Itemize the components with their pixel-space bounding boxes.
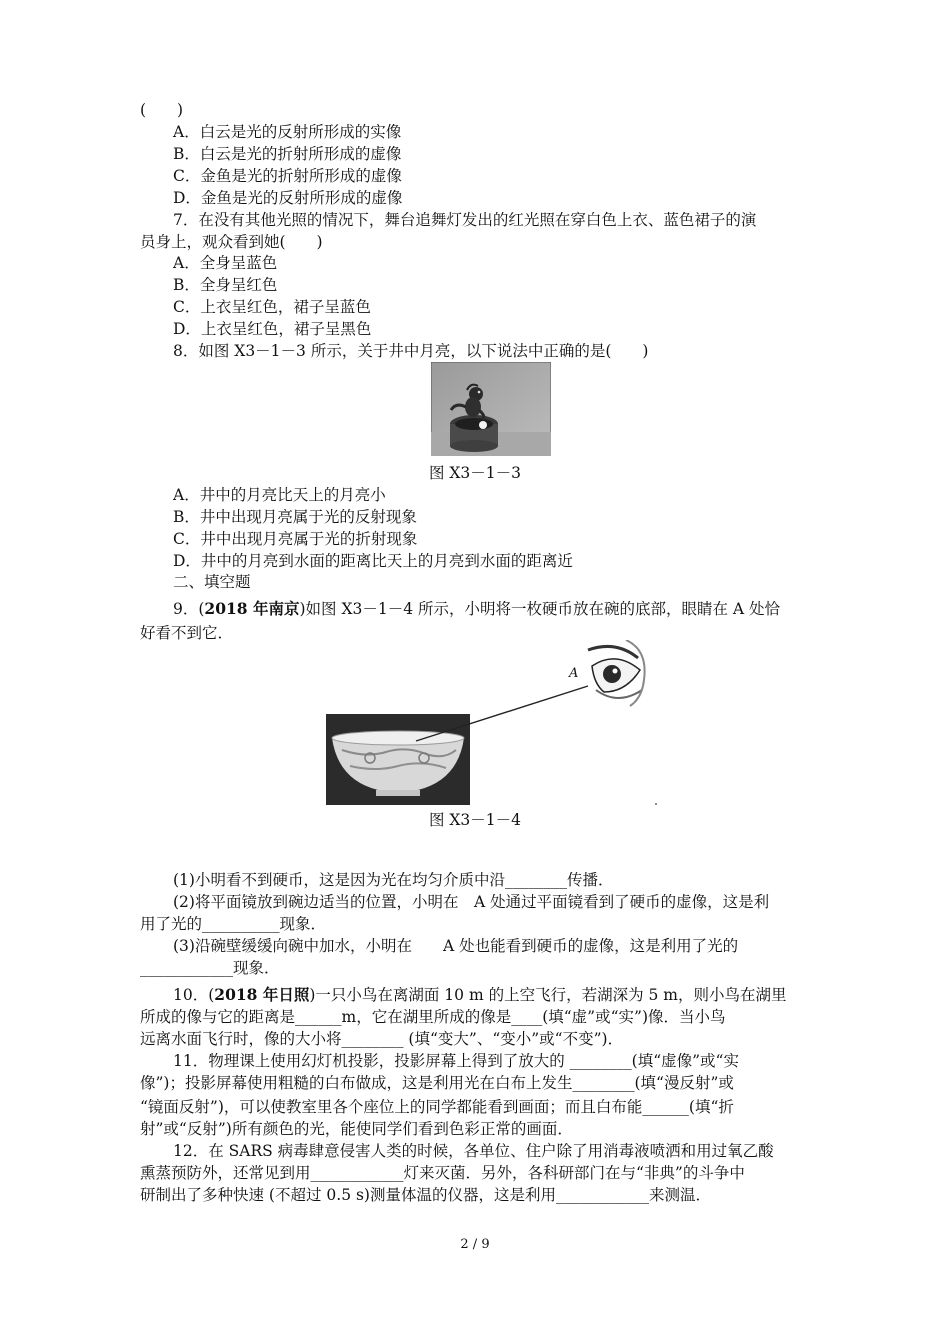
q9-stem-line2: 好看不到它． xyxy=(140,624,234,642)
q6-option-c: C．金鱼是光的折射所形成的虚像 xyxy=(173,167,402,185)
q10-number: 10．( xyxy=(173,986,215,1004)
q11-stem-line2: 像”)；投影屏幕使用粗糙的白布做成，这是利用光在白布上发生________(填“漫反射”或 xyxy=(140,1074,734,1092)
eye-point-label: A xyxy=(569,666,579,681)
q6-option-b: B．白云是光的折射所形成的虚像 xyxy=(173,145,402,163)
q7-option-c: C．上衣呈红色，裙子呈蓝色 xyxy=(173,298,371,316)
figure-caption-x3-1-3: 图 X3－1－3 xyxy=(428,464,522,482)
q9-stem-text: )如图 X3－1－4 所示，小明将一枚硬币放在碗的底部，眼睛在 A 处恰 xyxy=(299,600,781,618)
q7-stem-line1: 7．在没有其他光照的情况下，舞台追舞灯发出的红光照在穿白色上衣、蓝色裙子的演 xyxy=(173,211,757,229)
page-number: 2 / 9 xyxy=(460,1237,490,1252)
q10-stem-line3: 远离水面飞行时，像的大小将________ (填“变大”、“变小”或“不变”)． xyxy=(140,1030,624,1048)
q9-part2-line2: 用了光的__________现象． xyxy=(140,915,327,933)
q7-stem-line2: 员身上，观众看到她( ) xyxy=(140,233,323,251)
q9-part3-line1: (3)沿碗壁缓缓向碗中加水，小明在 A 处也能看到硬币的虚像，这是利用了光的 xyxy=(173,937,739,955)
q9-stem-line1 xyxy=(173,598,780,620)
q6-bracket: ( ) xyxy=(140,101,184,119)
q7-option-a: A．全身呈蓝色 xyxy=(173,254,278,272)
q10-source: 2018 年日照 xyxy=(214,985,310,1004)
q11-stem-line1: 11．物理课上使用幻灯机投影，投影屏幕上得到了放大的 ________(填“虚像”或“实 xyxy=(173,1052,739,1070)
q9-number: 9．( xyxy=(173,600,205,618)
q10-stem-text: )一只小鸟在离湖面 10 m 的上空飞行，若湖深为 5 m，则小鸟在湖里 xyxy=(309,986,787,1004)
q12-stem-line1: 12．在 SARS 病毒肆意侵害人类的时候，各单位、住户除了用消毒液喷洒和用过氧乙酸 xyxy=(173,1142,774,1160)
q8-option-b: B．井中出现月亮属于光的反射现象 xyxy=(173,508,417,526)
section-heading-fill-in: 二、填空题 xyxy=(173,573,251,591)
q8-stem: 8．如图 X3－1－3 所示，关于井中月亮，以下说法中正确的是( ) xyxy=(173,342,649,360)
q8-option-a: A．井中的月亮比天上的月亮小 xyxy=(173,486,386,504)
bowl-eye-figure xyxy=(326,640,666,810)
q9-source: 2018 年南京 xyxy=(204,599,300,618)
q11-stem-line4: 射”或“反射”)所有颜色的光，能使同学们看到色彩正常的画面． xyxy=(140,1120,573,1138)
monkey-well-illustration xyxy=(431,362,551,456)
q7-option-d: D．上衣呈红色，裙子呈黑色 xyxy=(173,320,372,338)
q11-stem-line3: “镜面反射”)，可以使教室里各个座位上的同学都能看到画面；而且白布能______(填“折 xyxy=(140,1098,734,1116)
q12-stem-line3: 研制出了多种快速 (不超过 0.5 s)测量体温的仪器，这是利用____________来测温． xyxy=(140,1186,711,1204)
q8-option-d: D．井中的月亮到水面的距离比天上的月亮到水面的距离近 xyxy=(173,552,573,570)
q12-stem-line2: 熏蒸预防外，还常见到用____________灯来灭菌．另外，各科研部门在与“非典”的斗争中 xyxy=(140,1164,745,1182)
bowl-coin-eye-illustration xyxy=(326,640,666,810)
well-moon-figure xyxy=(431,362,551,456)
figure-caption-x3-1-4: 图 X3－1－4 xyxy=(428,811,522,829)
q9-part1: (1)小明看不到硬币，这是因为光在均匀介质中沿________传播． xyxy=(173,871,614,889)
q6-option-a: A．白云是光的反射所形成的实像 xyxy=(173,123,402,141)
q7-option-b: B．全身呈红色 xyxy=(173,276,278,294)
q6-option-d: D．金鱼是光的反射所形成的虚像 xyxy=(173,189,403,207)
q8-option-c: C．井中出现月亮属于光的折射现象 xyxy=(173,530,418,548)
q9-part3-line2: ____________现象． xyxy=(140,959,280,977)
q9-part2-line1: (2)将平面镜放到碗边适当的位置，小明在 A 处通过平面镜看到了硬币的虚像，这是利 xyxy=(173,893,770,911)
q10-stem-line1 xyxy=(173,984,787,1006)
q10-stem-line2: 所成的像与它的距离是______m，它在湖里所成的像是____(填“虚”或“实”)像．当小鸟 xyxy=(140,1008,726,1026)
